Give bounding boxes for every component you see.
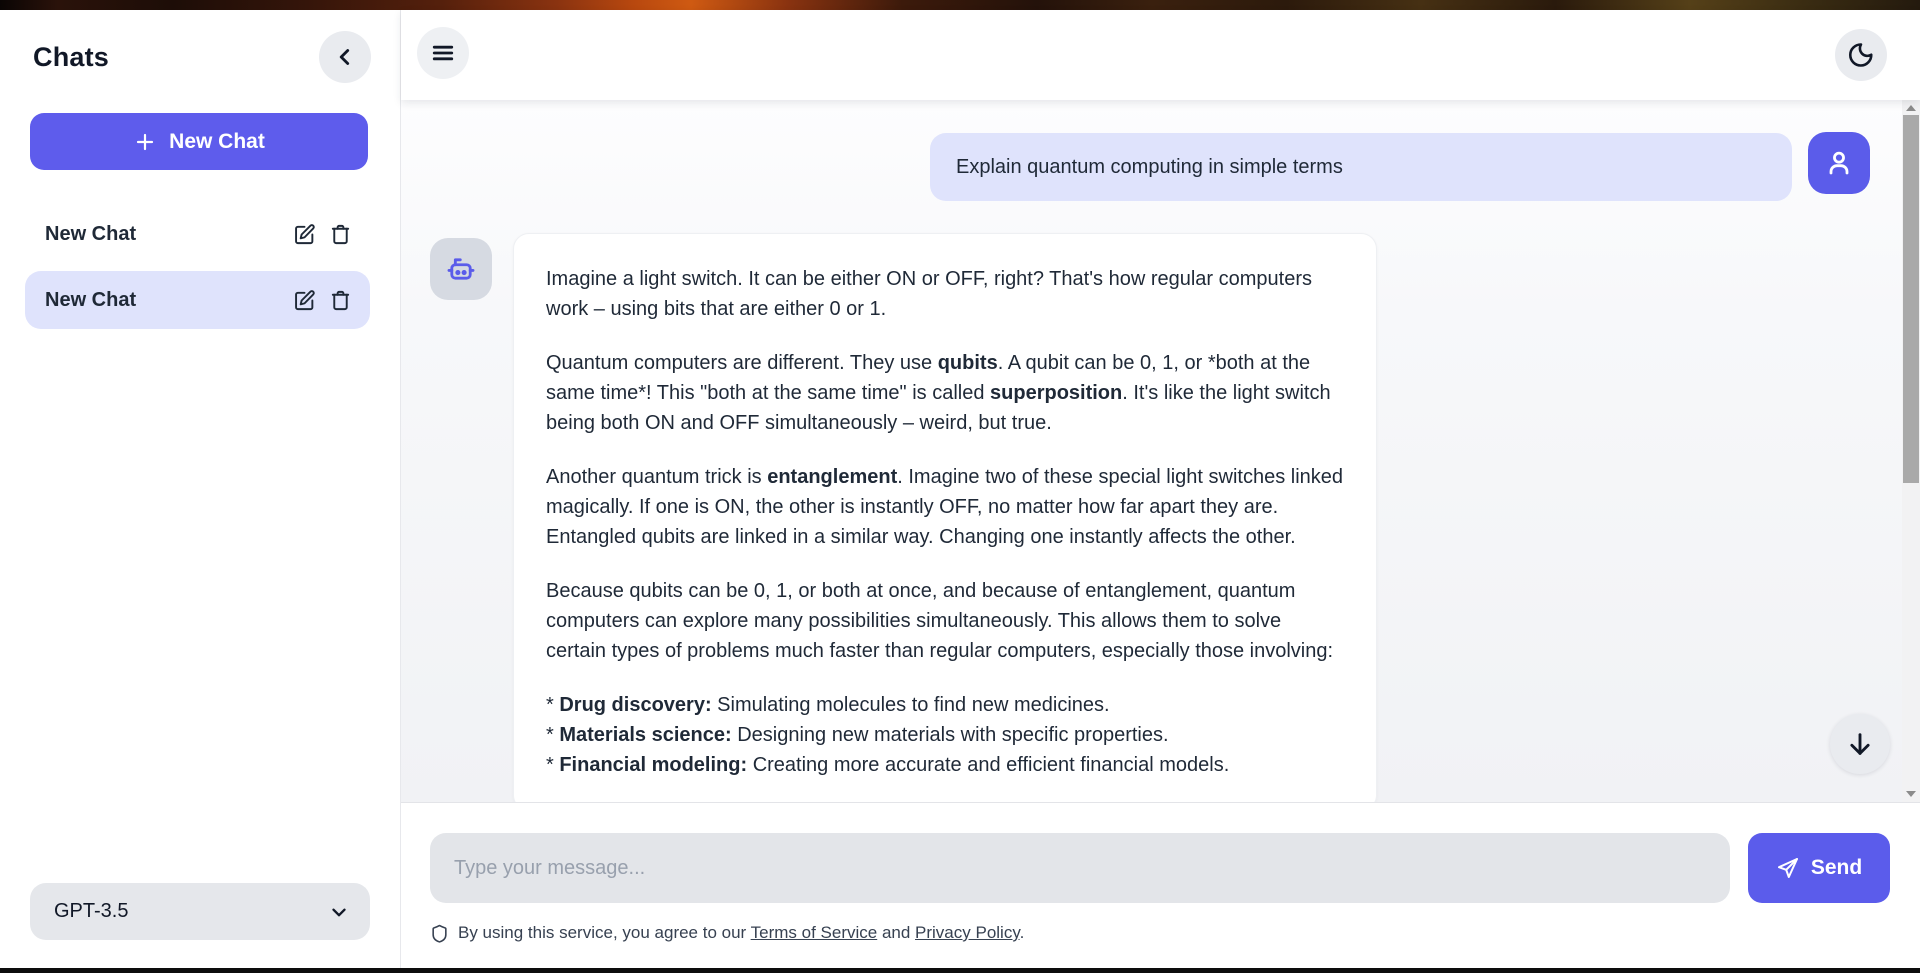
triangle-down-icon <box>1906 791 1916 797</box>
new-chat-button[interactable] <box>30 113 368 170</box>
main-area <box>401 10 1920 968</box>
topbar <box>401 10 1920 100</box>
robot-icon <box>444 252 478 286</box>
chat-message-area <box>401 100 1920 803</box>
plus-icon <box>133 130 157 154</box>
chat-list-item[interactable] <box>25 205 370 263</box>
user-avatar <box>1808 132 1870 194</box>
legal-suffix: . <box>1019 923 1025 942</box>
legal-middle: and <box>877 923 916 942</box>
assistant-message-bubble: Imagine a light switch. It can be either ON or OFF, right? That's how regular computers work – using bits that are either 0 or 1. Quantum computers are different. They use qubits. A qubit can be 0, 1, or *both at the same time*! This "both at the same time" is called superposition. It's like the light switch being both ON and OFF simultaneously – weird, but true. Another quantum trick is entanglement. Imagine two of these special light switches linked magically. If one is ON, the other is instantly OFF, no matter how far apart they are. Entangled qubits are linked in a similar way. Changing one instantly affects the other. Because qubits can be 0, 1, or both at once, and because of entanglement, quantum computers can explore many possibilities simultaneously. This allows them to solve certain types of problems much faster than regular computers, especially those involving: * Drug discovery: Simulating molecules to find new medicines. * Materials science: Designing new materials with specific properties. * Financial modeling: Creating more accurate and efficient financial models. <box>513 233 1377 803</box>
chevron-down-icon <box>328 901 350 923</box>
moon-icon <box>1847 41 1875 69</box>
scroll-to-bottom-button[interactable] <box>1830 714 1890 774</box>
new-chat-button-label: New Chat <box>169 129 265 153</box>
terms-of-service-link[interactable]: Terms of Service <box>750 923 878 942</box>
edit-chat-button[interactable] <box>293 223 316 246</box>
arrow-down-icon <box>1845 729 1875 759</box>
theme-toggle-button[interactable] <box>1835 29 1887 81</box>
paper-plane-icon <box>1776 856 1800 880</box>
trash-icon <box>329 223 352 246</box>
menu-button[interactable] <box>417 27 469 79</box>
model-select[interactable] <box>30 883 370 940</box>
triangle-up-icon <box>1906 105 1916 111</box>
message-input[interactable] <box>430 833 1730 903</box>
send-button-label: Send <box>1810 856 1863 879</box>
privacy-policy-link[interactable]: Privacy Policy <box>915 923 1020 942</box>
person-icon <box>1823 147 1855 179</box>
edit-chat-button[interactable] <box>293 289 316 312</box>
user-message-text: Explain quantum computing in simple terms <box>956 155 1343 178</box>
scrollbar-up-button[interactable] <box>1902 100 1920 116</box>
shield-icon <box>430 924 449 943</box>
sidebar <box>0 10 401 968</box>
chevron-left-icon <box>332 44 358 70</box>
trash-icon <box>329 289 352 312</box>
chat-item-label: New Chat <box>45 288 137 311</box>
scrollbar-down-button[interactable] <box>1902 786 1920 802</box>
composer <box>401 803 1920 968</box>
send-button[interactable] <box>1748 833 1890 903</box>
user-message-bubble <box>930 133 1792 201</box>
assistant-avatar <box>430 238 492 300</box>
chat-item-label: New Chat <box>45 222 137 245</box>
wallpaper-bottom-strip <box>0 968 1920 973</box>
hamburger-icon <box>429 39 457 67</box>
wallpaper-top-strip <box>0 0 1920 10</box>
scrollbar <box>1902 100 1920 802</box>
model-select-value: GPT-3.5 <box>54 900 129 922</box>
delete-chat-button[interactable] <box>329 223 352 246</box>
pencil-square-icon <box>293 289 316 312</box>
delete-chat-button[interactable] <box>329 289 352 312</box>
collapse-sidebar-button[interactable] <box>319 31 371 83</box>
sidebar-heading: Chats <box>33 42 110 72</box>
chat-list-item-selected[interactable] <box>25 271 370 329</box>
scrollbar-thumb[interactable] <box>1903 115 1919 483</box>
pencil-square-icon <box>293 223 316 246</box>
legal-notice <box>430 923 1024 943</box>
legal-prefix: By using this service, you agree to our <box>458 923 751 942</box>
legal-text <box>458 923 1024 943</box>
